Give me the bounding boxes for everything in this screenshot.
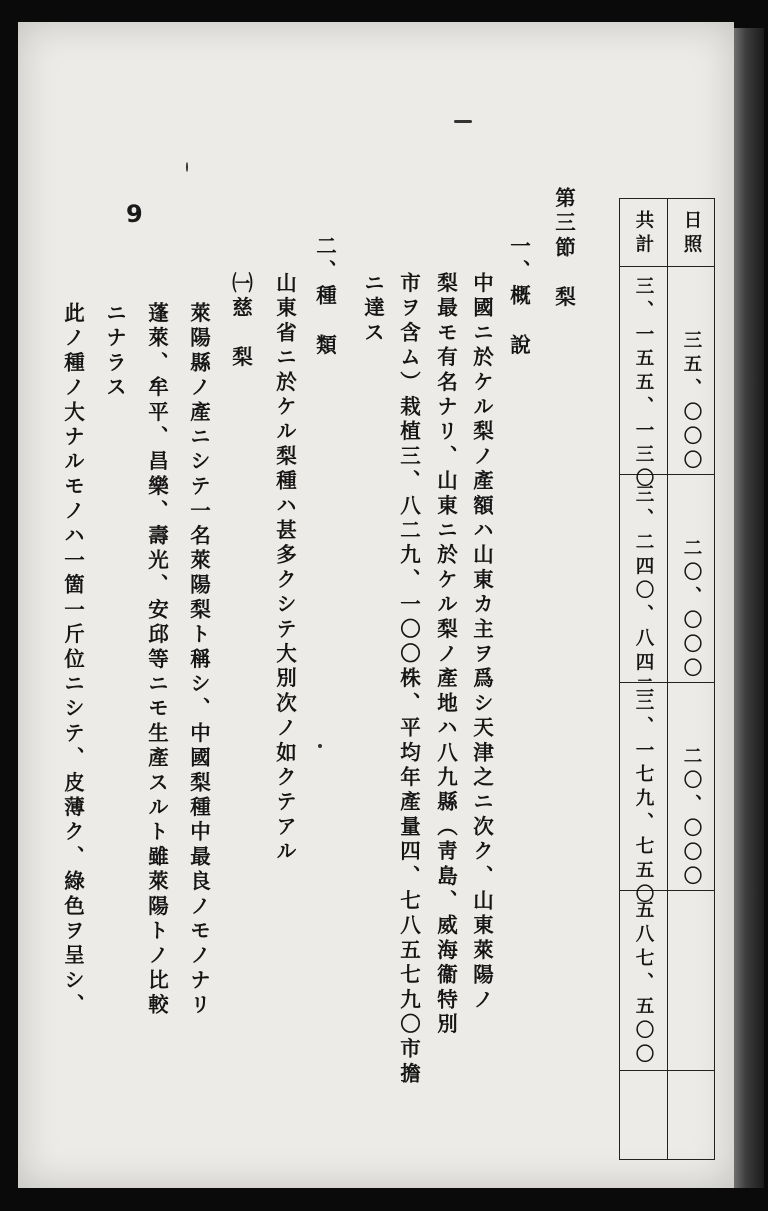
body-line: 中國ニ於ケル梨ノ產額ハ山東カ主ヲ爲シ天津之ニ次ク、山東萊陽ノ xyxy=(469,272,494,1013)
subsection-heading-varieties: 二、種 類 xyxy=(312,235,337,359)
scan-speck xyxy=(186,162,188,172)
item-heading: ㈠慈 梨 xyxy=(228,272,253,371)
page-number: 9 xyxy=(126,200,143,228)
body-line: ニ達ス xyxy=(360,272,385,347)
scan-speck xyxy=(318,744,322,748)
table-header-divider xyxy=(619,266,715,267)
table-cell: 三、一七九、七五〇 xyxy=(633,692,654,908)
book-spine xyxy=(734,28,764,1188)
body-line: ニナラス xyxy=(102,302,127,401)
statistics-table xyxy=(619,198,715,1160)
scan-speck xyxy=(454,120,472,123)
table-cell: 三五、〇〇〇 xyxy=(681,330,702,474)
table-cell: 三、一五五、一三〇 xyxy=(633,276,654,492)
body-line: 此ノ種ノ大ナルモノハ一箇一斤位ニシテ、皮薄ク、綠色ヲ呈シ、 xyxy=(60,302,85,1019)
body-line: 梨最モ有名ナリ、山東ニ於ケル梨ノ產地ハ八九縣（靑島、威海衞特別 xyxy=(433,272,458,1038)
table-cell: 二〇、〇〇〇 xyxy=(681,538,702,682)
table-header-cell: 共計 xyxy=(633,210,654,258)
table-cell: 三、二四〇、八四二 xyxy=(633,484,654,700)
body-line: 蓬萊、牟平、昌樂、壽光、安邱等ニモ生產スルト雖萊陽トノ比較 xyxy=(144,302,169,1019)
book-page xyxy=(18,22,734,1188)
subsection-heading-overview: 一、概 說 xyxy=(506,235,531,359)
table-row-divider xyxy=(619,1070,715,1071)
table-cell: 五八七、五〇〇 xyxy=(633,900,654,1068)
table-header-cell: 日照 xyxy=(681,210,702,258)
body-line: 山東省ニ於ケル梨種ハ甚多クシテ大別次ノ如クテアル xyxy=(272,272,297,865)
body-line: 萊陽縣ノ產ニシテ一名萊陽梨ト稱シ、中國梨種中最良ノモノナリ xyxy=(186,302,211,1019)
section-heading: 第三節 梨 xyxy=(551,187,576,311)
table-cell: 二〇、〇〇〇 xyxy=(681,746,702,890)
body-line: 市ヲ含ム）栽植三、八二九、一〇〇株、平均年產量四、七八五七九〇市擔 xyxy=(396,272,421,1088)
